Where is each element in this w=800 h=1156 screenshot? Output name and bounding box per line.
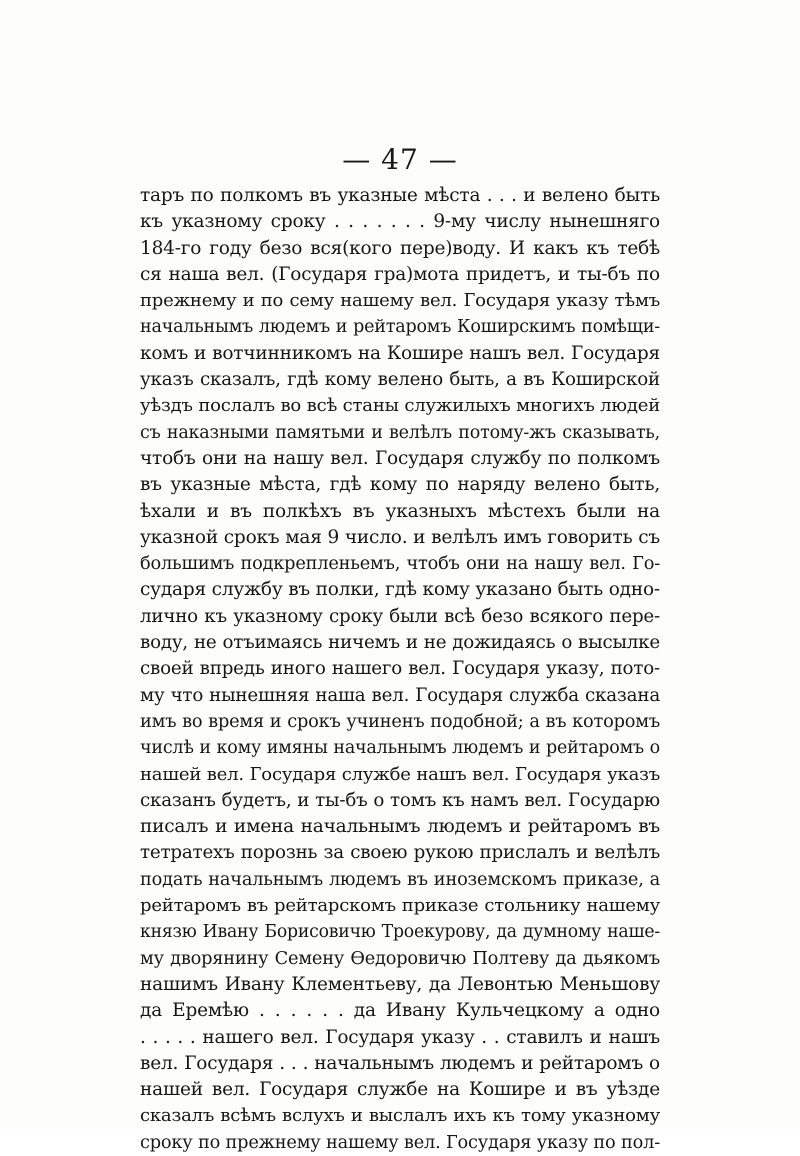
text-line: подать начальнымъ людемъ въ иноземскомъ приказе, а	[140, 869, 660, 890]
text-line: сказалъ всѣмъ вслухъ и выслалъ ихъ къ тому указному	[140, 1105, 660, 1127]
text-line: своей впредь иного нашего вел. Государя указу, пото-	[140, 658, 660, 680]
text-line: лично къ указному сроку были всѣ безо всякого пере-	[140, 605, 660, 627]
text-line: нашей вел. Государя службе на Кошире и въ уѣзде	[140, 1079, 660, 1101]
text-line: имъ во время и срокъ учиненъ подобной; а въ которомъ	[140, 711, 660, 732]
page-number: — 47 —	[342, 143, 458, 176]
text-line: въ указные мѣста, гдѣ кому по наряду велено быть,	[140, 474, 660, 496]
text-line: большимъ подкрепленьемъ, чтобъ они на нашу вел. Го-	[140, 554, 660, 575]
text-line: числѣ и кому имяны начальнымъ людемъ и рейтаромъ о	[140, 738, 660, 759]
text-line: указной срокъ мая 9 число. и велѣлъ имъ говорить съ	[140, 526, 660, 548]
text-line: писалъ и имена начальнымъ людемъ и рейтаромъ въ	[140, 816, 660, 838]
text-line: чтобъ они на нашу вел. Государя службу по полкомъ	[140, 447, 660, 469]
text-line: прежнему и по сему нашему вел. Государя указу тѣмъ	[140, 290, 660, 312]
text-line: му что нынешняя наша вел. Государя служба сказана	[140, 684, 660, 706]
text-line: воду, не отъимаясь ничемъ и не дожидаясь о высылке	[140, 632, 660, 654]
text-line: таръ по полкомъ въ указные мѣста . . . и велено быть	[140, 185, 660, 206]
text-line: нашей вел. Государя службе нашъ вел. Государя указъ	[140, 763, 660, 785]
text-line: уѣздъ послалъ во всѣ станы служилыхъ многихъ людей	[140, 395, 660, 417]
text-line: 184-го году безо вся(кого пере)воду. И какъ къ тебѣ	[140, 237, 660, 259]
body-text	[140, 183, 660, 1156]
text-line: . . . . . нашего вел. Государя указу . . ставилъ и нашъ	[140, 1026, 660, 1048]
text-line: сударя службу въ полки, гдѣ кому указано быть одно-	[140, 579, 660, 601]
text-line: му дворянину Семену Өедоровичю Полтеву да дьякомъ	[140, 948, 660, 969]
text-line: сроку по прежнему нашему вел. Государя указу по пол-	[140, 1132, 660, 1153]
text-line: къ указному сроку . . . . . . . 9-му числу нынешняго	[140, 211, 660, 233]
text-line: съ наказными памятьми и велѣлъ потому-жъ сказывать,	[140, 422, 660, 443]
text-line: рейтаромъ въ рейтарскомъ приказе стольнику нашему	[140, 895, 660, 917]
text-line: ся наша вел. (Государя гра)мота придетъ, и ты-бъ по	[140, 263, 660, 285]
text-line: вел. Государя . . . начальнымъ людемъ и рейтаромъ о	[140, 1052, 660, 1074]
text-line: князю Ивану Борисовичю Троекурову, да думному наше-	[140, 922, 660, 943]
text-line: указъ сказалъ, гдѣ кому велено быть, а въ Коширской	[140, 369, 660, 391]
text-line: нашимъ Ивану Клементьеву, да Левонтью Меньшову	[140, 973, 660, 995]
text-line: комъ и вотчинникомъ на Кошире нашъ вел. Государя	[140, 342, 660, 364]
text-line: тетратехъ порознь за своею рукою прислалъ и велѣлъ	[140, 842, 660, 864]
text-line: начальнымъ людемъ и рейтаромъ Коширскимъ помѣщи-	[140, 317, 660, 338]
text-line: ѣхали и въ полкѣхъ въ указныхъ мѣстехъ были на	[140, 500, 660, 522]
text-line: да Еремѣю . . . . . . да Ивану Кульчецкому а одно	[140, 1000, 660, 1022]
text-line: сказанъ будетъ, и ты-бъ о томъ къ намъ вел. Государю	[140, 789, 660, 811]
